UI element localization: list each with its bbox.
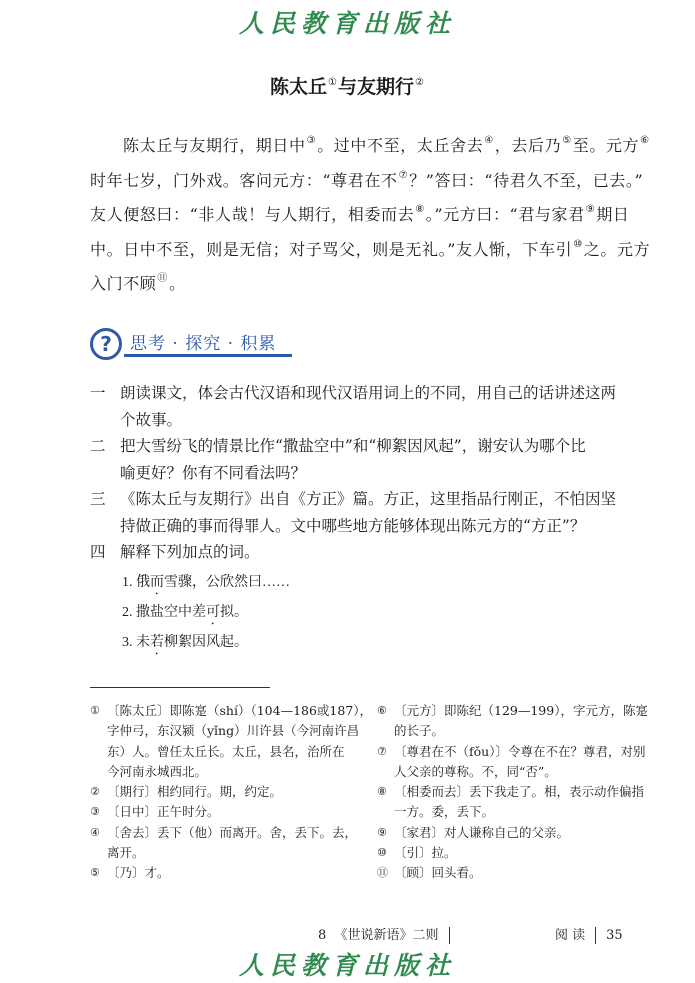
- sub-item-text: 雪骤，公欣然曰……: [164, 574, 290, 590]
- footnote-marker: ②: [90, 785, 100, 799]
- footnote-ref[interactable]: ⑩: [573, 238, 583, 250]
- footnote-ref[interactable]: ④: [484, 135, 494, 146]
- footnote-line: 字仲弓，东汉颍（yǐng）川许县（今河南许昌: [107, 723, 360, 739]
- dotted-word: 若: [150, 634, 164, 650]
- paragraph-text: 期日: [596, 205, 630, 224]
- footer-lesson: [318, 924, 460, 944]
- footnote-ref[interactable]: ⑥: [640, 135, 650, 146]
- footnote-line: 〔元方〕即陈纪（129—199），字元方，陈寔: [394, 703, 648, 718]
- paragraph-text: 陈太丘与友期行，期日中: [123, 136, 306, 155]
- question-icon: ?: [90, 328, 122, 360]
- footnote-line: 离开。: [107, 845, 145, 861]
- footnote: [377, 701, 647, 742]
- footnote-marker: ①: [90, 704, 100, 717]
- footnote: [90, 701, 373, 782]
- footnote-ref[interactable]: ⑧: [415, 204, 425, 215]
- footnote: [90, 802, 365, 822]
- paragraph-text: 。”元方曰：“君与家君: [425, 205, 585, 224]
- paragraph-line: [90, 195, 638, 230]
- question-number: 四: [90, 543, 106, 561]
- question-list: [90, 380, 650, 658]
- footnote-line: 〔舍去〕丢下（他）而离开。舍，丢下。去，: [107, 824, 358, 840]
- question-text: [120, 433, 586, 486]
- footnote: [90, 782, 365, 802]
- paragraph-text: 。过中不至，太丘舍去: [317, 136, 484, 155]
- sub-item-text: 柳絮因风起。: [164, 634, 248, 650]
- main-paragraph: [90, 126, 651, 299]
- paragraph-text: ，去后乃: [494, 136, 562, 155]
- footnote-divider: [90, 687, 270, 688]
- section-label: 思考 · 探究 · 积累: [130, 334, 277, 354]
- paragraph-text: 之。元方: [583, 239, 651, 259]
- footnote: [90, 823, 365, 864]
- question-text: [120, 380, 616, 433]
- footnote-text: [107, 802, 220, 822]
- footnote-marker: ⑨: [377, 825, 387, 839]
- footnote-ref[interactable]: ⑤: [562, 135, 572, 146]
- question-item: [90, 486, 650, 539]
- footnote-ref[interactable]: ⑦: [398, 169, 409, 181]
- question-line: 个故事。: [120, 410, 183, 429]
- footnote-marker: ⑧: [377, 785, 387, 799]
- footnote-line: 〔引〕拉。: [394, 845, 457, 861]
- footnote-line: 〔家君〕对人谦称自己的父亲。: [394, 824, 570, 840]
- footnote-line: 东）人。曾任太丘长。太丘，县名，治所在: [107, 743, 345, 759]
- sub-item-text: 拟。: [220, 604, 248, 620]
- sub-item-text: 1. 俄: [122, 574, 150, 590]
- dotted-word: 可: [206, 604, 220, 620]
- question-number: 二: [90, 437, 106, 455]
- paragraph-text: 友人便怒曰：“非人哉！与人期行，相委而去: [90, 205, 415, 224]
- question-line: 持做正确的事而得罪人。文中哪些地方能够体现出陈元方的“方正”？: [120, 516, 586, 535]
- footnote-text: [107, 782, 282, 802]
- question-text: [120, 486, 616, 539]
- footnote-marker: ⑩: [377, 846, 387, 860]
- footnote-text: [394, 782, 644, 823]
- footnote-marker: ⑤: [90, 866, 100, 880]
- sub-item: [122, 568, 650, 598]
- lesson-number: 8: [318, 928, 327, 943]
- title-note-mark-1[interactable]: ①: [328, 77, 337, 88]
- question-item: [90, 380, 650, 433]
- footnote-line: 〔期行〕相约同行。期，约定。: [107, 784, 283, 800]
- title-text-a: 陈太丘: [270, 76, 328, 98]
- sub-item-text: 3. 未: [122, 634, 150, 650]
- paragraph-text: 中。日中不至，则是无信；对子骂父，则是无礼。”友人惭，下车引: [90, 239, 573, 259]
- publisher-logo-top: 人民教育出版社: [238, 9, 456, 38]
- footnote-line: 人父亲的尊称。不，同“否”。: [394, 763, 557, 779]
- publisher-logo-bottom: 人民教育出版社: [238, 951, 456, 980]
- section-underline: [124, 354, 292, 357]
- footnote-text: [107, 823, 357, 864]
- paragraph-text: 时年七岁，门外戏。客问元方：“尊君在不: [90, 170, 398, 190]
- footnote: [377, 823, 647, 843]
- sub-item: [122, 628, 650, 658]
- page-title: [0, 72, 695, 99]
- footer-divider-left: [449, 927, 450, 944]
- footnote: [377, 863, 647, 883]
- footnote-text: [107, 863, 170, 883]
- footnote-line: 一方。委，丢下。: [394, 804, 495, 820]
- footnote-text: [107, 701, 372, 782]
- paragraph-line: [90, 126, 650, 161]
- dotted-word: 而: [150, 574, 164, 590]
- paragraph-line: [90, 230, 651, 265]
- question-item: [90, 433, 650, 486]
- question-line: 朗读课文，体会古代汉语和现代汉语用词上的不同，用自己的话讲述这两: [120, 384, 617, 402]
- paragraph-line: [90, 161, 644, 196]
- title-text-b: 与友期行: [338, 76, 415, 98]
- sub-item-list: [122, 568, 650, 658]
- sub-item-text: 2. 撒盐空中差: [122, 604, 206, 620]
- footnote-text: [394, 843, 457, 863]
- footnotes-left-column: [90, 701, 373, 884]
- question-number: 一: [90, 384, 106, 402]
- sub-item: [122, 598, 650, 628]
- lesson-title: 《世说新语》二则: [334, 928, 439, 943]
- footnote-ref[interactable]: ⑪: [157, 273, 169, 284]
- footnote-marker: ④: [90, 825, 100, 839]
- footnote-marker: ⑪: [377, 866, 388, 880]
- title-note-mark-2[interactable]: ②: [415, 77, 424, 88]
- footnote-marker: ③: [90, 805, 100, 819]
- page-number: 35: [606, 928, 623, 943]
- question-line: 解释下列加点的词。: [120, 543, 260, 561]
- question-item: [90, 539, 650, 566]
- footnote-text: [394, 823, 569, 843]
- paragraph-line: [90, 264, 638, 299]
- footnote-text: [394, 742, 645, 783]
- paragraph-text: 入门不顾: [90, 274, 157, 293]
- paragraph-text: 至。元方: [572, 136, 640, 155]
- footnote: [377, 782, 647, 823]
- section-header: [90, 326, 295, 364]
- footnote-marker: ⑥: [377, 704, 387, 717]
- footnote: [377, 843, 647, 863]
- question-text: [120, 539, 260, 566]
- footer-divider-right: [595, 927, 596, 944]
- footnote-line: 今河南永城西北。: [107, 763, 208, 779]
- footnote-line: 〔相委而去〕丢下我走了。相，表示动作偏指: [394, 784, 645, 800]
- footnote-line: 〔尊君在不（fǒu）〕令尊在不在？尊君，对别: [394, 743, 646, 759]
- footnotes-right-column: [377, 701, 647, 884]
- footnote: [90, 863, 365, 883]
- footnote-text: [394, 701, 648, 742]
- question-line: 喻更好？你有不同看法吗？: [120, 463, 307, 482]
- footer-page: [555, 924, 623, 944]
- footnote-line: 〔日中〕正午时分。: [107, 804, 220, 820]
- footnote-marker: ⑦: [377, 744, 387, 758]
- unit-label: 阅 读: [555, 928, 586, 943]
- footnote-ref[interactable]: ⑨: [585, 204, 596, 215]
- footnote-text: [394, 863, 482, 883]
- footnote-line: 〔乃〕才。: [107, 865, 170, 881]
- question-number: 三: [90, 490, 106, 508]
- paragraph-text: ？”答曰：“待君久不至，已去。”: [409, 170, 644, 190]
- footnote-ref[interactable]: ③: [306, 135, 317, 146]
- question-line: 《陈太丘与友期行》出自《方正》篇。方正，这里指品行刚正，不怕因坚: [120, 490, 617, 508]
- footnote: [377, 742, 647, 783]
- question-line: 把大雪纷飞的情景比作“撒盐空中”和“柳絮因风起”，谢安认为哪个比: [120, 437, 586, 455]
- footnote-line: 〔陈太丘〕即陈寔（shí）（104—186或187），: [107, 703, 373, 718]
- footnote-line: 〔顾〕回头看。: [394, 865, 482, 881]
- paragraph-text: 。: [169, 274, 186, 293]
- footnote-line: 的长子。: [394, 723, 445, 739]
